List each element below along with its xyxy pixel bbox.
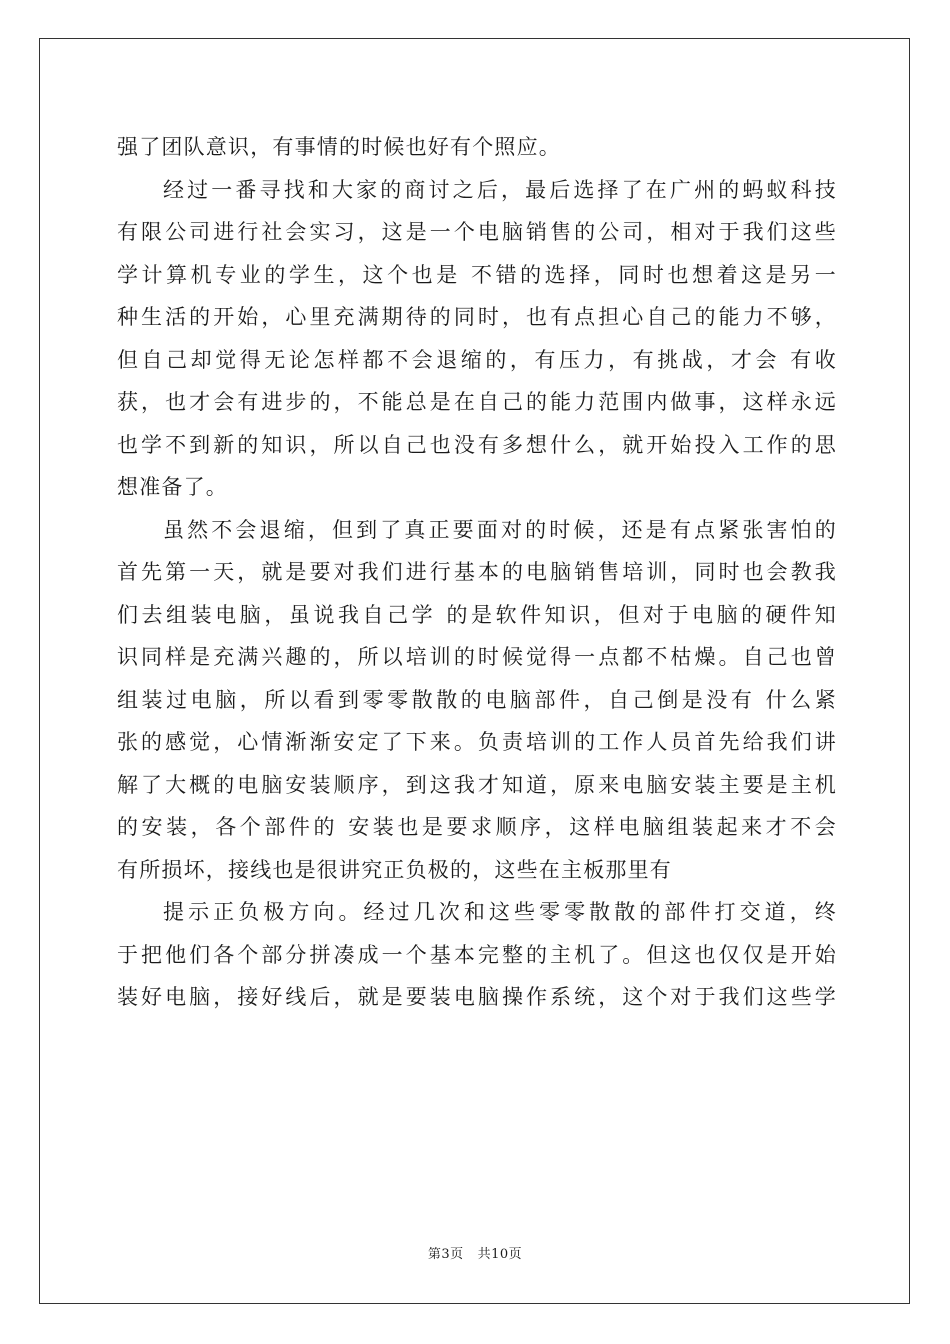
body-line: 强了团队意识，有事情的时候也好有个照应。 xyxy=(117,135,561,159)
body-line: 有所损坏，接线也是很讲究正负极的，这些在主板那里有 xyxy=(117,857,672,882)
body-line: 学计算机专业的学生，这个也是 不错的选择，同时也想着这是另一 xyxy=(117,262,837,287)
body-line: 装好电脑，接好线后，就是要装电脑操作系统，这个对于我们这些学 xyxy=(117,985,837,1009)
body-line: 但自己却觉得无论怎样都不会退缩的，有压力，有挑战，才会 有收 xyxy=(117,347,837,372)
body-line: 获，也才会有进步的，不能总是在自己的能力范围内做事，这样永远 xyxy=(117,390,837,414)
body-line: 种生活的开始，心里充满期待的同时，也有点担心自己的能力不够， xyxy=(117,305,837,329)
body-line: 虽然不会退缩，但到了真正要面对的时候，还是有点紧张害怕的 xyxy=(163,517,837,542)
body-line: 识同样是充满兴趣的，所以培训的时候觉得一点都不枯燥。自己也曾 xyxy=(117,645,837,669)
body-line: 提示正负极方向。经过几次和这些零零散散的部件打交道，终 xyxy=(163,900,837,924)
document-body xyxy=(117,126,837,1019)
page-number: 第3页 xyxy=(427,1247,464,1262)
body-line: 有限公司进行社会实习，这是一个电脑销售的公司，相对于我们这些 xyxy=(117,220,837,244)
body-line: 的安装，各个部件的 安装也是要求顺序，这样电脑组装起来才不会 xyxy=(117,815,837,839)
page-footer xyxy=(0,1243,950,1262)
body-line: 首先第一天，就是要对我们进行基本的电脑销售培训，同时也会教我 xyxy=(117,560,837,584)
body-line: 也学不到新的知识，所以自己也没有多想什么，就开始投入工作的思 xyxy=(117,432,837,457)
body-line: 于把他们各个部分拼凑成一个基本完整的主机了。但这也仅仅是开始 xyxy=(117,942,837,967)
body-line: 们去组装电脑，虽说我自己学 的是软件知识，但对于电脑的硬件知 xyxy=(117,602,837,627)
body-line: 张的感觉，心情渐渐安定了下来。负责培训的工作人员首先给我们讲 xyxy=(117,730,837,754)
body-line: 经过一番寻找和大家的商讨之后，最后选择了在广州的蚂蚁科技 xyxy=(163,177,837,202)
body-line: 组装过电脑，所以看到零零散散的电脑部件，自己倒是没有 什么紧 xyxy=(117,687,837,712)
page-total: 共10页 xyxy=(477,1247,523,1262)
body-line: 解了大概的电脑安装顺序，到这我才知道，原来电脑安装主要是主机 xyxy=(117,772,837,797)
body-line: 想准备了。 xyxy=(117,475,228,499)
